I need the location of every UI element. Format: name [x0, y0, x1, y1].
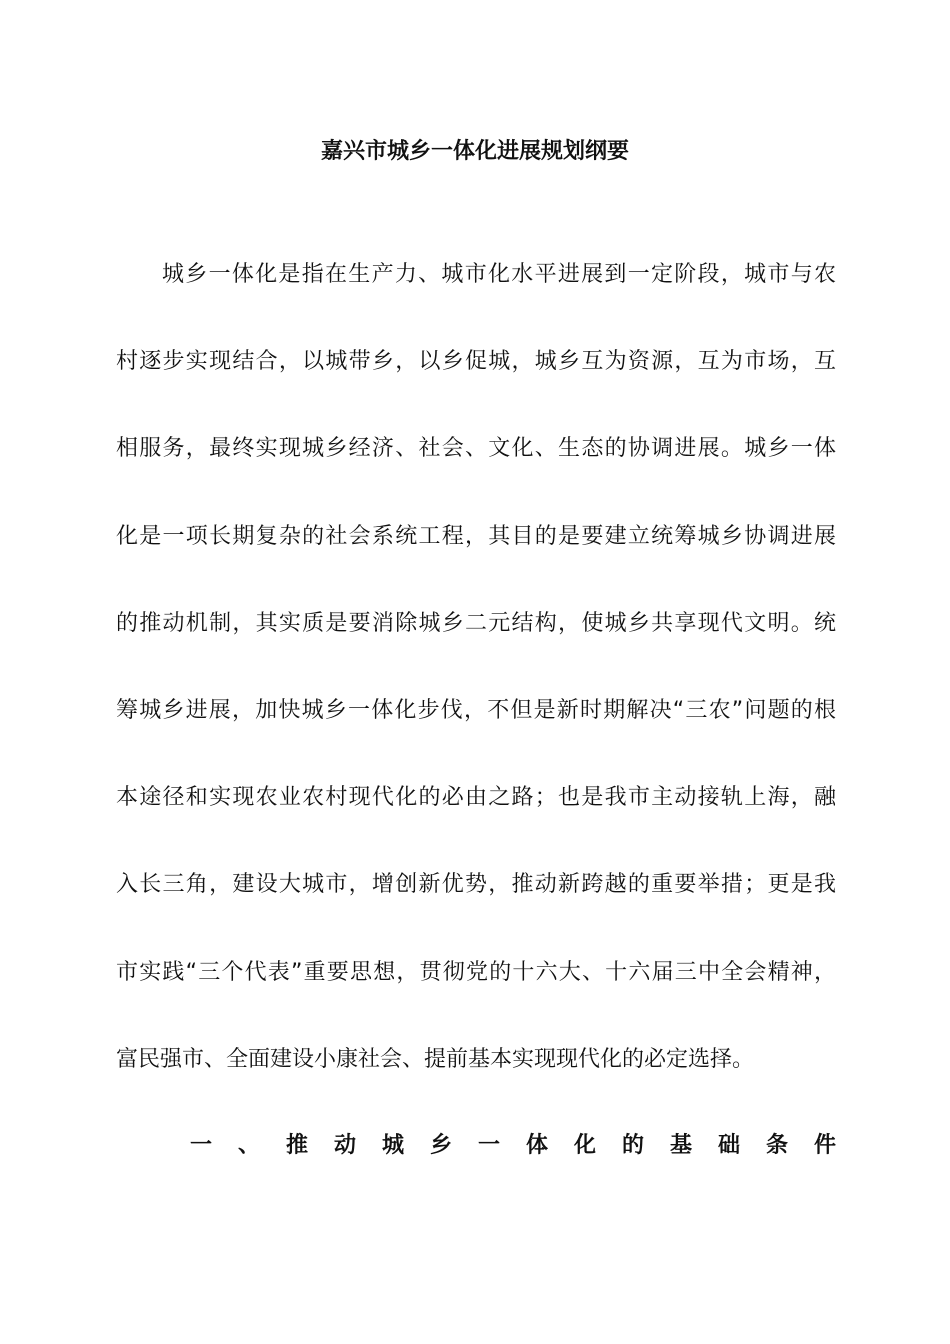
paragraph-line: 市实践“三个代表”重要思想，贯彻党的十六大、十六届三中全会精神，	[116, 959, 836, 985]
paragraph-line: 富民强市、全面建设小康社会、提前基本实现现代化的必定选择。	[116, 1046, 755, 1072]
paragraph-line: 的推动机制，其实质是要消除城乡二元结构，使城乡共享现代文明。统	[116, 610, 836, 636]
paragraph-line: 村逐步实现结合，以城带乡，以乡促城，城乡互为资源，互为市场，互	[116, 349, 836, 375]
paragraph-line: 入长三角，建设大城市，增创新优势，推动新跨越的重要举措；更是我	[116, 872, 836, 898]
paragraph-line: 城乡一体化是指在生产力、城市化水平进展到一定阶段，城市与农	[162, 262, 836, 287]
intro-paragraph	[116, 253, 836, 1125]
paragraph-line: 筹城乡进展，加快城乡一体化步伐，不但是新时期解决“三农”问题的根	[116, 697, 836, 723]
paragraph-line: 本途径和实现农业农村现代化的必由之路；也是我市主动接轨上海，融	[116, 785, 836, 811]
document-title: 嘉兴市城乡一体化进展规划纲要	[320, 139, 629, 164]
paragraph-line: 化是一项长期复杂的社会系统工程，其目的是要建立统筹城乡协调进展	[116, 523, 836, 549]
section-heading: 一 、 推 动 城 乡 一 体 化 的 基 础 条 件	[190, 1133, 836, 1158]
paragraph-line: 相服务，最终实现城乡经济、社会、文化、生态的协调进展。城乡一体	[116, 436, 836, 462]
